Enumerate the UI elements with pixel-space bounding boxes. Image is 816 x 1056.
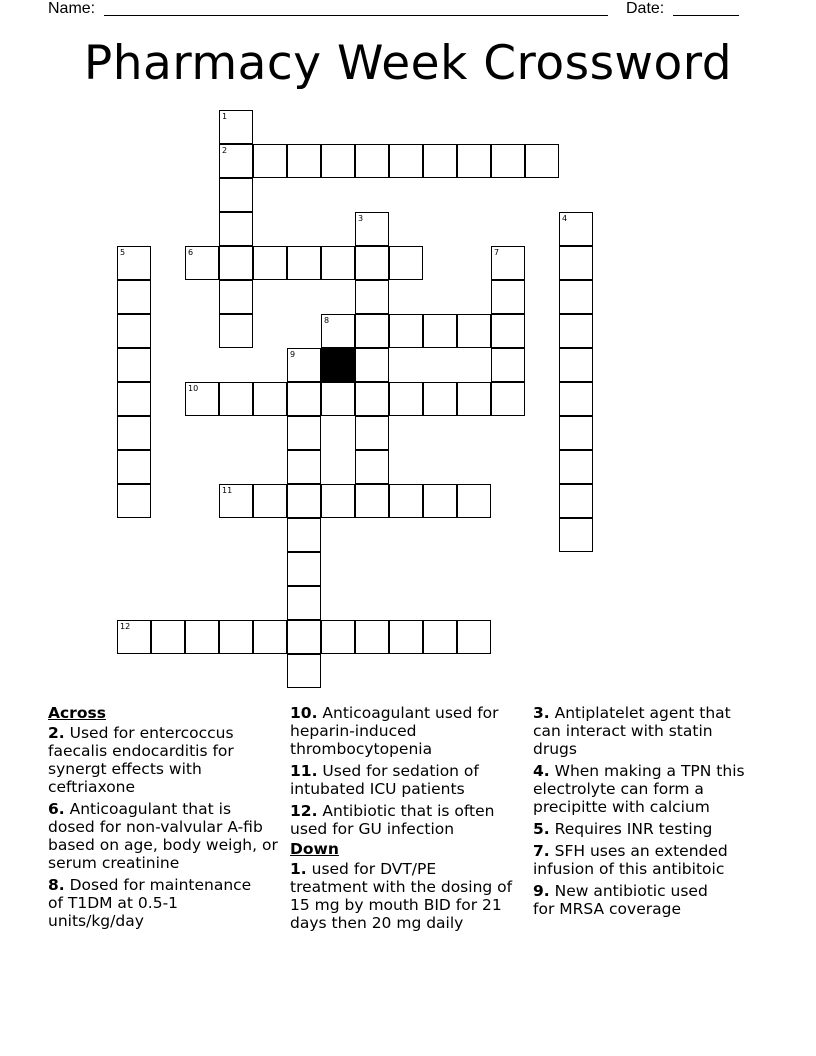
clue-across-10: 10. Anticoagulant used for heparin-induced thrombocytopenia (290, 704, 499, 758)
crossword-cell[interactable] (253, 620, 287, 654)
crossword-cell[interactable] (287, 450, 321, 484)
crossword-cell[interactable] (117, 314, 151, 348)
clue-down-4: 4. When making a TPN this electrolyte can form a precipitte with calcium (533, 762, 745, 816)
clue-down-9: 9. New antibiotic used for MRSA coverage (533, 882, 708, 918)
clues-column-3 (533, 704, 773, 922)
crossword-cell[interactable] (219, 314, 253, 348)
crossword-cell[interactable] (559, 518, 593, 552)
clue-number: 4 (562, 214, 568, 223)
crossword-cell[interactable] (491, 348, 525, 382)
crossword-cell[interactable] (321, 382, 355, 416)
crossword-cell[interactable] (219, 382, 253, 416)
clue-number: 10 (188, 384, 199, 393)
crossword-cell[interactable] (355, 416, 389, 450)
down-heading: Down (290, 840, 339, 858)
crossword-cell[interactable] (423, 144, 457, 178)
crossword-cell[interactable] (287, 382, 321, 416)
crossword-cell[interactable] (355, 212, 389, 246)
crossword-cell[interactable] (117, 280, 151, 314)
crossword-cell[interactable] (389, 382, 423, 416)
crossword-cell[interactable] (321, 484, 355, 518)
crossword-cell[interactable] (355, 620, 389, 654)
crossword-cell[interactable] (559, 484, 593, 518)
crossword-cell[interactable] (423, 620, 457, 654)
crossword-cell[interactable] (287, 484, 321, 518)
across-heading: Across (48, 704, 106, 722)
crossword-cell[interactable] (355, 484, 389, 518)
crossword-cell[interactable] (355, 450, 389, 484)
crossword-cell[interactable] (559, 382, 593, 416)
clue-down-7: 7. SFH uses an extended infusion of this antibitoic (533, 842, 728, 878)
crossword-cell[interactable] (287, 144, 321, 178)
crossword-cell[interactable] (559, 314, 593, 348)
page-title: Pharmacy Week Crossword (83, 36, 733, 91)
name-label: Name: (48, 0, 96, 17)
crossword-cell[interactable] (491, 314, 525, 348)
crossword-cell[interactable] (287, 552, 321, 586)
crossword-cell[interactable] (151, 620, 185, 654)
crossword-cell[interactable] (287, 416, 321, 450)
crossword-cell[interactable] (491, 382, 525, 416)
crossword-cell[interactable] (287, 246, 321, 280)
crossword-cell[interactable] (491, 280, 525, 314)
clue-down-3: 3. Antiplatelet agent that can interact with statin drugs (533, 704, 731, 758)
crossword-cell[interactable] (457, 144, 491, 178)
crossword-cell[interactable] (559, 246, 593, 280)
crossword-cell[interactable] (389, 144, 423, 178)
crossword-cell[interactable] (559, 416, 593, 450)
crossword-cell[interactable] (423, 484, 457, 518)
crossword-cell[interactable] (219, 212, 253, 246)
crossword-cell[interactable] (355, 280, 389, 314)
crossword-cell[interactable] (219, 144, 253, 178)
crossword-cell[interactable] (253, 382, 287, 416)
clues-column-2 (290, 704, 524, 936)
crossword-cell[interactable] (389, 620, 423, 654)
clue-across-2: 2. Used for entercoccus faecalis endocarditis for synergt effects with ceftriaxone (48, 724, 234, 796)
crossword-cell[interactable] (559, 280, 593, 314)
clue-number: 11 (222, 486, 233, 495)
clue-number: 5 (120, 248, 126, 257)
crossword-cell[interactable] (491, 246, 525, 280)
crossword-cell[interactable] (287, 586, 321, 620)
crossword-cell[interactable] (117, 484, 151, 518)
crossword-cell[interactable] (287, 518, 321, 552)
crossword-cell[interactable] (117, 416, 151, 450)
crossword-cell[interactable] (355, 144, 389, 178)
crossword-cell[interactable] (287, 620, 321, 654)
crossword-cell[interactable] (219, 246, 253, 280)
crossword-cell[interactable] (321, 246, 355, 280)
crossword-cell[interactable] (559, 450, 593, 484)
crossword-cell[interactable] (185, 620, 219, 654)
crossword-cell[interactable] (253, 144, 287, 178)
clue-number: 2 (222, 146, 228, 155)
crossword-cell[interactable] (423, 382, 457, 416)
clue-number: 9 (290, 350, 296, 359)
crossword-cell[interactable] (491, 144, 525, 178)
crossword-cell[interactable] (559, 212, 593, 246)
crossword-cell[interactable] (355, 348, 389, 382)
clue-across-8: 8. Dosed for maintenance of T1DM at 0.5-1 units/kg/day (48, 876, 252, 930)
clue-number: 8 (324, 316, 330, 325)
date-label: Date: (626, 0, 665, 17)
clue-across-11: 11. Used for sedation of intubated ICU patients (290, 762, 479, 798)
clues-column-1 (48, 704, 282, 934)
clue-down-1: 1. used for DVT/PE treatment with the dosing of 15 mg by mouth BID for 21 days then 20 mg daily (290, 860, 513, 932)
crossword-cell[interactable] (219, 280, 253, 314)
crossword-cell[interactable] (117, 450, 151, 484)
crossword-cell[interactable] (525, 144, 559, 178)
clue-across-6: 6. Anticoagulant that is dosed for non-valvular A-fib based on age, body weigh, or serum creatinine (48, 800, 278, 872)
crossword-cell[interactable] (355, 382, 389, 416)
crossword-cell[interactable] (185, 382, 219, 416)
crossword-cell[interactable] (185, 246, 219, 280)
crossword-cell[interactable] (321, 144, 355, 178)
crossword-cell[interactable] (219, 484, 253, 518)
blocked-cell (321, 348, 355, 382)
crossword-cell[interactable] (117, 348, 151, 382)
crossword-cell[interactable] (117, 382, 151, 416)
crossword-cell[interactable] (457, 620, 491, 654)
crossword-cell[interactable] (389, 314, 423, 348)
crossword-cell[interactable] (389, 484, 423, 518)
clue-number: 1 (222, 112, 228, 121)
clue-across-12: 12. Antibiotic that is often used for GU infection (290, 802, 495, 838)
crossword-cell[interactable] (287, 654, 321, 688)
crossword-cell[interactable] (253, 246, 287, 280)
crossword-cell[interactable] (355, 314, 389, 348)
crossword-cell[interactable] (253, 484, 287, 518)
crossword-cell[interactable] (219, 178, 253, 212)
clue-number: 3 (358, 214, 364, 223)
crossword-cell[interactable] (423, 314, 457, 348)
crossword-cell[interactable] (457, 484, 491, 518)
crossword-cell[interactable] (219, 110, 253, 144)
clue-number: 6 (188, 248, 194, 257)
crossword-cell[interactable] (457, 382, 491, 416)
crossword-cell[interactable] (321, 314, 355, 348)
crossword-cell[interactable] (219, 620, 253, 654)
crossword-cell[interactable] (559, 348, 593, 382)
clue-down-5: 5. Requires INR testing (533, 820, 713, 838)
crossword-cell[interactable] (457, 314, 491, 348)
crossword-cell[interactable] (389, 246, 423, 280)
crossword-cell[interactable] (117, 246, 151, 280)
crossword-cell[interactable] (287, 348, 321, 382)
crossword-cell[interactable] (321, 620, 355, 654)
crossword-cell[interactable] (355, 246, 389, 280)
clue-number: 7 (494, 248, 500, 257)
clue-number: 12 (120, 622, 131, 631)
crossword-cell[interactable] (117, 620, 151, 654)
